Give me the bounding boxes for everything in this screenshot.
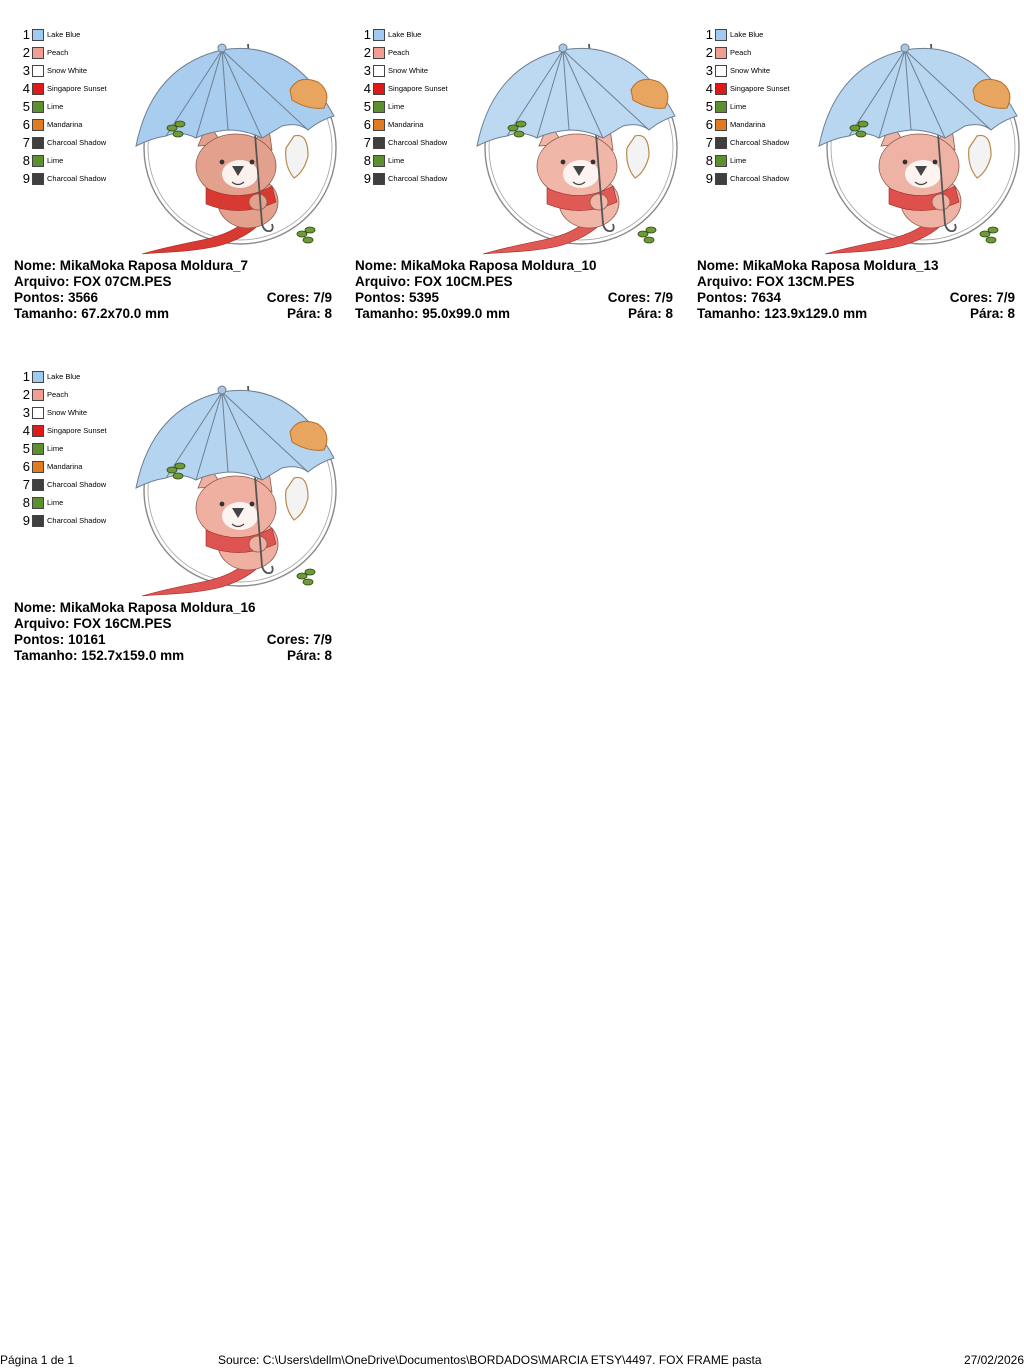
palette-color-name: Peach — [47, 48, 69, 57]
palette-swatch — [715, 29, 727, 41]
palette-swatch — [32, 515, 44, 527]
palette-color-name: Lime — [388, 102, 405, 111]
leaf-green-bottom — [980, 227, 998, 243]
palette-row — [703, 62, 813, 80]
palette-swatch — [32, 173, 44, 185]
palette-number: 4 — [705, 81, 713, 96]
palette-row — [361, 98, 471, 116]
palette-row — [20, 368, 130, 386]
palette-number: 5 — [705, 99, 713, 114]
palette-row — [20, 152, 130, 170]
palette-row — [20, 494, 130, 512]
design-file: Arquivo: FOX 07CM.PES — [14, 274, 172, 289]
palette-number: 5 — [22, 99, 30, 114]
design-card-1 — [14, 26, 332, 336]
palette-row — [20, 80, 130, 98]
leaf-orange-mid — [627, 135, 649, 178]
design-size: Tamanho: 152.7x159.0 mm — [14, 648, 185, 663]
palette-color-name: Snow White — [47, 66, 88, 75]
palette-color-name: Lime — [47, 498, 64, 507]
palette-color-name: Charcoal Shadow — [388, 138, 448, 147]
color-palette — [361, 26, 471, 188]
design-file: Arquivo: FOX 16CM.PES — [14, 616, 172, 631]
palette-row — [703, 116, 813, 134]
palette-color-name: Lake Blue — [388, 30, 422, 39]
embroidery-preview — [122, 368, 342, 600]
palette-number: 3 — [22, 63, 30, 78]
design-colors: Cores: 7/9 — [266, 632, 332, 647]
color-palette — [20, 368, 130, 530]
palette-color-name: Charcoal Shadow — [47, 138, 107, 147]
leaf-green-bottom — [297, 569, 315, 585]
fox-eye-right — [591, 160, 596, 165]
palette-row — [703, 152, 813, 170]
fox-paw — [249, 536, 267, 552]
palette-color-name: Snow White — [47, 408, 88, 417]
palette-color-name: Snow White — [730, 66, 771, 75]
umbrella-tip — [218, 44, 226, 52]
design-stops: Pára: 8 — [627, 306, 673, 321]
palette-swatch — [715, 47, 727, 59]
palette-swatch — [32, 29, 44, 41]
palette-swatch — [715, 65, 727, 77]
palette-number: 4 — [22, 423, 30, 438]
fox-eye-left — [903, 160, 908, 165]
palette-row — [20, 116, 130, 134]
palette-color-name: Charcoal Shadow — [47, 516, 107, 525]
palette-number: 8 — [363, 153, 371, 168]
palette-swatch — [715, 101, 727, 113]
palette-swatch — [32, 83, 44, 95]
palette-color-name: Lime — [47, 444, 64, 453]
design-card-3 — [697, 26, 1015, 336]
palette-row — [361, 80, 471, 98]
palette-row — [20, 440, 130, 458]
design-stitches: Pontos: 5395 — [355, 290, 440, 305]
palette-number: 1 — [363, 27, 371, 42]
palette-color-name: Mandarina — [47, 120, 83, 129]
palette-swatch — [32, 389, 44, 401]
design-file: Arquivo: FOX 10CM.PES — [355, 274, 513, 289]
palette-swatch — [32, 137, 44, 149]
palette-swatch — [373, 101, 385, 113]
palette-row — [361, 170, 471, 188]
palette-row — [703, 98, 813, 116]
palette-row — [20, 170, 130, 188]
footer-source: Source: C:\Users\dellm\OneDrive\Documentos\BORDADOS\MARCIA ETSY\4497. FOX FRAME pasta — [218, 1353, 762, 1367]
palette-number: 3 — [705, 63, 713, 78]
palette-swatch — [715, 155, 727, 167]
palette-number: 3 — [363, 63, 371, 78]
palette-swatch — [32, 443, 44, 455]
design-name: Nome: MikaMoka Raposa Moldura_16 — [14, 600, 256, 615]
palette-row — [361, 44, 471, 62]
leaf-orange-mid — [286, 135, 308, 178]
design-stops: Pára: 8 — [286, 306, 332, 321]
design-stops: Pára: 8 — [969, 306, 1015, 321]
fox-paw — [249, 194, 267, 210]
palette-number: 7 — [363, 135, 371, 150]
palette-row — [703, 26, 813, 44]
palette-row — [20, 26, 130, 44]
design-stops: Pára: 8 — [286, 648, 332, 663]
palette-number: 1 — [22, 369, 30, 384]
leaf-orange-mid — [286, 477, 308, 520]
palette-swatch — [373, 29, 385, 41]
palette-number: 7 — [705, 135, 713, 150]
palette-color-name: Lime — [388, 156, 405, 165]
palette-number: 7 — [22, 477, 30, 492]
umbrella-tip — [218, 386, 226, 394]
palette-color-name: Lime — [47, 102, 64, 111]
palette-swatch — [715, 173, 727, 185]
palette-color-name: Peach — [730, 48, 752, 57]
palette-swatch — [32, 479, 44, 491]
color-palette — [20, 26, 130, 188]
leaf-green-bottom — [297, 227, 315, 243]
palette-swatch — [32, 497, 44, 509]
palette-number: 6 — [22, 459, 30, 474]
design-size: Tamanho: 95.0x99.0 mm — [355, 306, 511, 321]
design-file: Arquivo: FOX 13CM.PES — [697, 274, 855, 289]
palette-number: 9 — [363, 171, 371, 186]
palette-number: 8 — [22, 153, 30, 168]
palette-swatch — [373, 155, 385, 167]
palette-color-name: Charcoal Shadow — [47, 174, 107, 183]
palette-number: 9 — [705, 171, 713, 186]
palette-swatch — [32, 425, 44, 437]
design-size: Tamanho: 123.9x129.0 mm — [697, 306, 868, 321]
palette-swatch — [715, 137, 727, 149]
footer-page: Página 1 de 1 — [0, 1353, 75, 1367]
palette-swatch — [32, 371, 44, 383]
palette-swatch — [32, 407, 44, 419]
design-colors: Cores: 7/9 — [607, 290, 673, 305]
palette-color-name: Singapore Sunset — [730, 84, 790, 93]
palette-number: 2 — [22, 387, 30, 402]
palette-color-name: Singapore Sunset — [47, 84, 107, 93]
fox-eye-left — [220, 502, 225, 507]
palette-number: 1 — [22, 27, 30, 42]
design-info — [14, 600, 332, 664]
palette-row — [361, 62, 471, 80]
palette-color-name: Singapore Sunset — [47, 426, 107, 435]
palette-number: 6 — [363, 117, 371, 132]
palette-color-name: Charcoal Shadow — [47, 480, 107, 489]
design-info — [355, 258, 673, 322]
palette-swatch — [715, 119, 727, 131]
palette-color-name: Lake Blue — [47, 372, 81, 381]
palette-swatch — [373, 65, 385, 77]
palette-number: 1 — [705, 27, 713, 42]
palette-row — [361, 134, 471, 152]
palette-color-name: Mandarina — [730, 120, 766, 129]
palette-row — [703, 170, 813, 188]
palette-row — [361, 116, 471, 134]
palette-row — [20, 386, 130, 404]
fox-eye-left — [561, 160, 566, 165]
palette-number: 9 — [22, 171, 30, 186]
palette-number: 6 — [22, 117, 30, 132]
palette-swatch — [32, 65, 44, 77]
fox-eye-right — [250, 502, 255, 507]
palette-row — [20, 476, 130, 494]
palette-swatch — [32, 119, 44, 131]
palette-swatch — [373, 83, 385, 95]
palette-number: 5 — [363, 99, 371, 114]
palette-number: 4 — [22, 81, 30, 96]
palette-number: 7 — [22, 135, 30, 150]
palette-swatch — [32, 47, 44, 59]
palette-color-name: Charcoal Shadow — [730, 174, 790, 183]
palette-color-name: Lake Blue — [47, 30, 81, 39]
palette-color-name: Singapore Sunset — [388, 84, 448, 93]
design-card-4 — [14, 368, 332, 678]
umbrella-tip — [559, 44, 567, 52]
palette-color-name: Mandarina — [47, 462, 83, 471]
palette-number: 8 — [22, 495, 30, 510]
palette-row — [20, 458, 130, 476]
design-stitches: Pontos: 7634 — [697, 290, 782, 305]
palette-color-name: Charcoal Shadow — [388, 174, 448, 183]
leaf-orange-mid — [969, 135, 991, 178]
palette-row — [361, 152, 471, 170]
palette-color-name: Lime — [730, 156, 747, 165]
fox-paw — [932, 194, 950, 210]
design-name: Nome: MikaMoka Raposa Moldura_10 — [355, 258, 597, 273]
palette-number: 3 — [22, 405, 30, 420]
palette-row — [20, 98, 130, 116]
palette-row — [703, 134, 813, 152]
palette-swatch — [32, 101, 44, 113]
palette-number: 2 — [22, 45, 30, 60]
palette-swatch — [373, 119, 385, 131]
fox-eye-right — [250, 160, 255, 165]
fox-eye-right — [933, 160, 938, 165]
palette-number: 2 — [705, 45, 713, 60]
palette-number: 4 — [363, 81, 371, 96]
design-colors: Cores: 7/9 — [949, 290, 1015, 305]
palette-row — [361, 26, 471, 44]
design-card-2 — [355, 26, 673, 336]
palette-number: 9 — [22, 513, 30, 528]
design-colors: Cores: 7/9 — [266, 290, 332, 305]
palette-row — [20, 44, 130, 62]
embroidery-preview — [122, 26, 342, 258]
design-info — [697, 258, 1015, 322]
palette-number: 2 — [363, 45, 371, 60]
palette-swatch — [373, 47, 385, 59]
fox-paw — [590, 194, 608, 210]
design-info — [14, 258, 332, 322]
design-size: Tamanho: 67.2x70.0 mm — [14, 306, 170, 321]
palette-swatch — [373, 137, 385, 149]
palette-color-name: Charcoal Shadow — [730, 138, 790, 147]
palette-row — [703, 80, 813, 98]
palette-swatch — [715, 83, 727, 95]
palette-swatch — [32, 461, 44, 473]
palette-number: 6 — [705, 117, 713, 132]
footer-date: 27/02/2026 — [963, 1353, 1024, 1367]
palette-color-name: Lime — [47, 156, 64, 165]
palette-color-name: Mandarina — [388, 120, 424, 129]
palette-row — [20, 62, 130, 80]
palette-row — [20, 512, 130, 530]
palette-color-name: Peach — [47, 390, 69, 399]
color-palette — [703, 26, 813, 188]
palette-color-name: Lake Blue — [730, 30, 764, 39]
design-stitches: Pontos: 10161 — [14, 632, 106, 647]
palette-number: 8 — [705, 153, 713, 168]
palette-color-name: Snow White — [388, 66, 429, 75]
design-name: Nome: MikaMoka Raposa Moldura_7 — [14, 258, 249, 273]
umbrella-tip — [901, 44, 909, 52]
palette-row — [20, 422, 130, 440]
fox-eye-left — [220, 160, 225, 165]
palette-color-name: Peach — [388, 48, 410, 57]
palette-row — [20, 404, 130, 422]
design-name: Nome: MikaMoka Raposa Moldura_13 — [697, 258, 939, 273]
palette-number: 5 — [22, 441, 30, 456]
embroidery-preview — [805, 26, 1024, 258]
design-stitches: Pontos: 3566 — [14, 290, 99, 305]
palette-row — [703, 44, 813, 62]
leaf-green-bottom — [638, 227, 656, 243]
palette-row — [20, 134, 130, 152]
palette-swatch — [32, 155, 44, 167]
embroidery-preview — [463, 26, 683, 258]
palette-color-name: Lime — [730, 102, 747, 111]
palette-swatch — [373, 173, 385, 185]
